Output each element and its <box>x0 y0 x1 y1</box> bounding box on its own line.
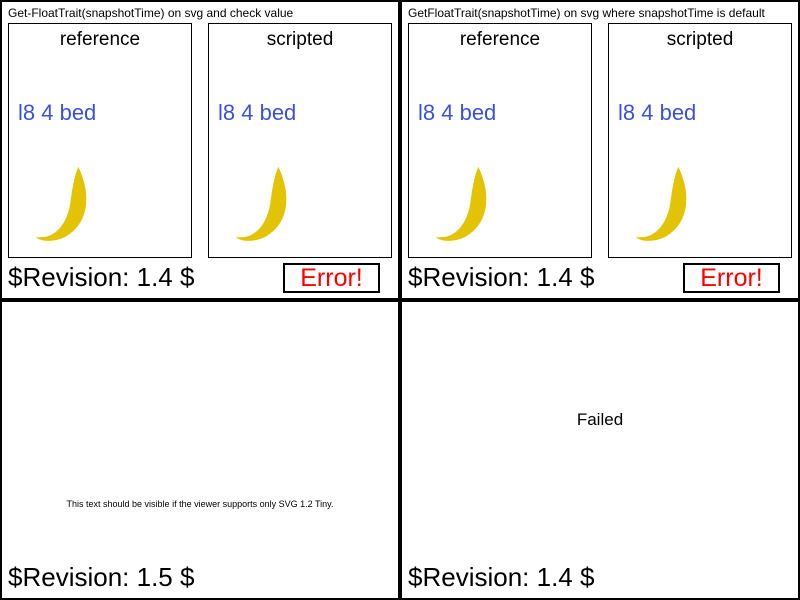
revision-text: $Revision: 1.4 $ <box>408 562 595 593</box>
reference-panel-label: reference <box>59 29 141 50</box>
scripted-panel-label: scripted <box>266 29 334 50</box>
crescent-moon-shape <box>636 167 687 241</box>
crescent-moon-shape <box>36 167 87 241</box>
crescent-moon-shape <box>236 167 287 241</box>
scripted-panel <box>208 23 392 258</box>
crescent-moon-icon <box>209 24 391 257</box>
crescent-moon-icon <box>609 24 791 257</box>
revision-text: $Revision: 1.4 $ <box>8 262 195 293</box>
scripted-panel <box>608 23 792 258</box>
test-case-top-right <box>400 0 800 300</box>
revision-text: $Revision: 1.5 $ <box>8 562 195 593</box>
test-title: Get-FloatTrait(snapshotTime) on svg and check value <box>8 6 294 20</box>
test-case-bottom-right <box>400 300 800 600</box>
revision-text: $Revision: 1.4 $ <box>408 262 595 293</box>
crescent-moon-icon <box>9 24 191 257</box>
test-case-bottom-left <box>0 300 400 600</box>
sample-text: l8 4 bed <box>18 100 97 125</box>
reference-panel <box>408 23 592 258</box>
reference-panel <box>8 23 192 258</box>
test-case-top-left <box>0 0 400 300</box>
error-label: Error! <box>300 263 363 292</box>
sample-text: l8 4 bed <box>618 100 697 125</box>
crescent-moon-shape <box>436 167 487 241</box>
test-title: GetFloatTrait(snapshotTime) on svg where snapshotTime is default <box>408 6 765 20</box>
reference-panel-label: reference <box>459 29 541 50</box>
sample-text: l8 4 bed <box>418 100 497 125</box>
error-label: Error! <box>700 263 763 292</box>
error-badge <box>283 263 380 293</box>
error-badge <box>683 263 780 293</box>
fallback-notice-text: This text should be visible if the viewer supports only SVG 1.2 Tiny. <box>66 499 334 509</box>
crescent-moon-icon <box>409 24 591 257</box>
failed-status-text: Failed <box>576 410 624 429</box>
sample-text: l8 4 bed <box>218 100 297 125</box>
scripted-panel-label: scripted <box>666 29 734 50</box>
